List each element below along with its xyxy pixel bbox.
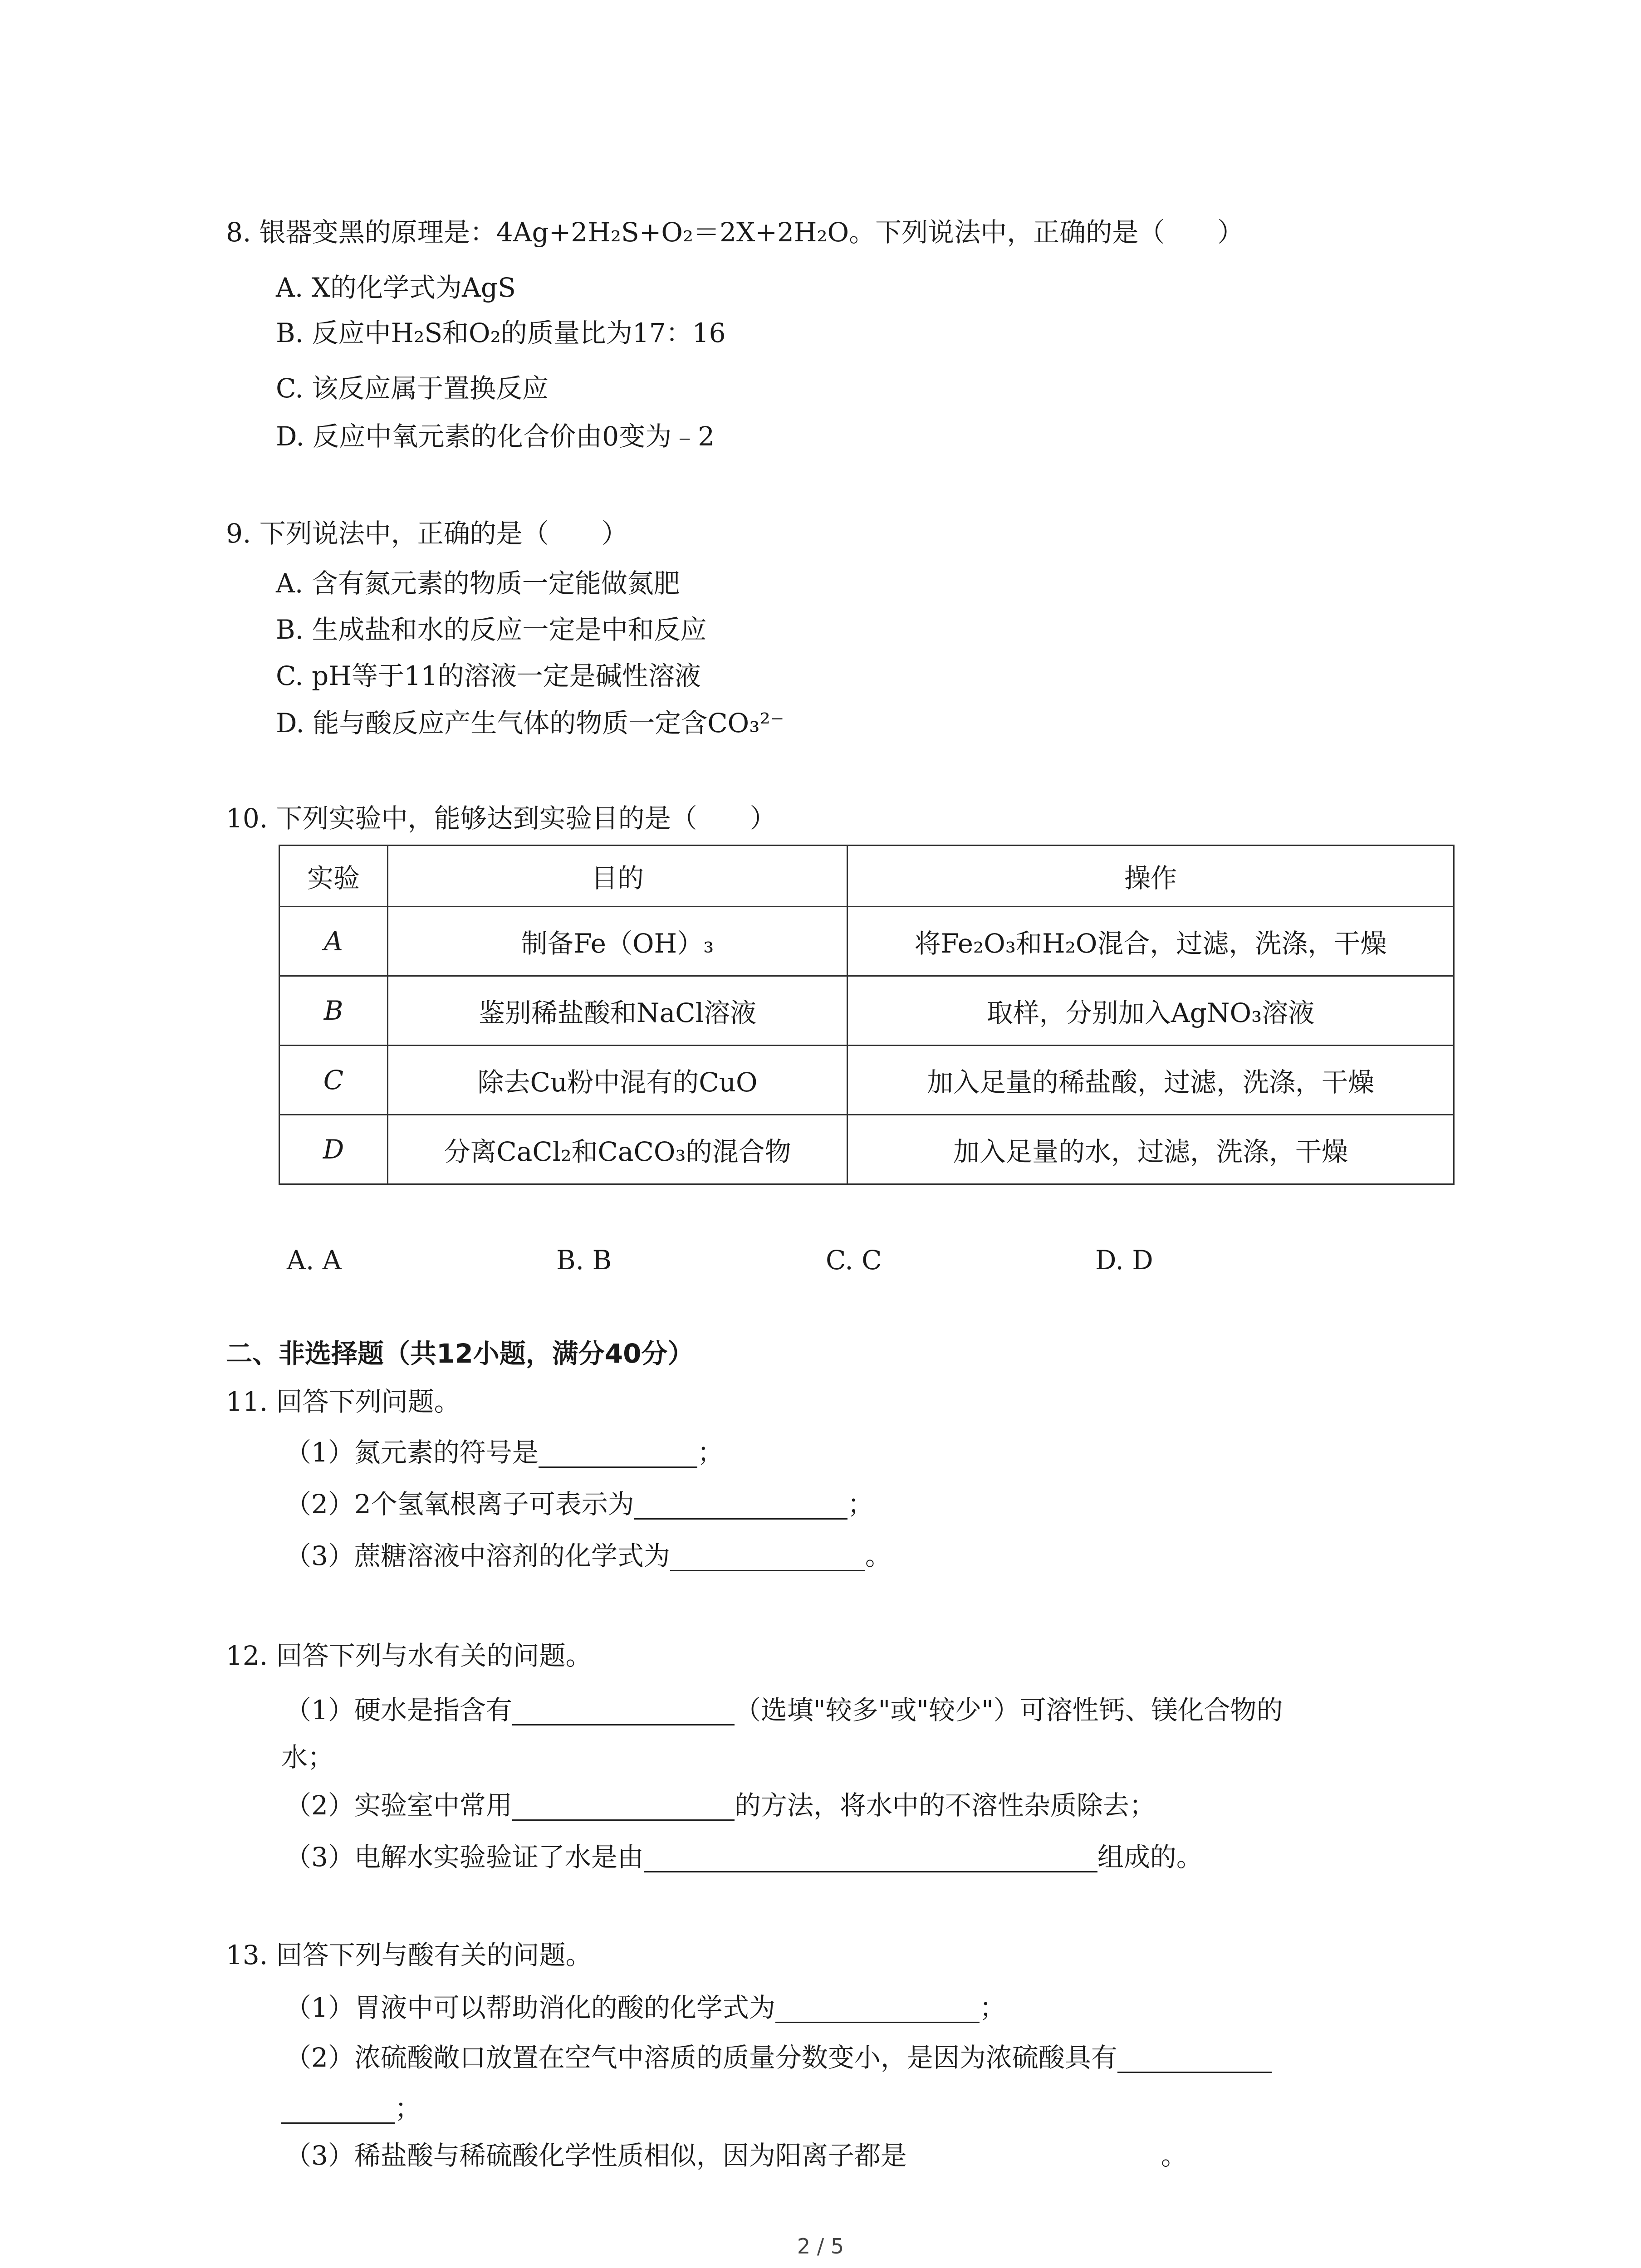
q13-part-1 <box>285 1991 1006 2024</box>
q11-part-1 <box>285 1436 724 1469</box>
q9-option-b: B. 生成盐和水的反应一定是中和反应 <box>276 614 707 645</box>
table-cell: 将Fe₂O₃和H₂O混合，过滤，洗涤，干燥 <box>847 907 1454 976</box>
q8-option-b: B. 反应中H₂S和O₂的质量比为17：16 <box>276 318 726 348</box>
q11-part-2-end: ； <box>847 1489 874 1520</box>
answer-blank[interactable] <box>634 1491 847 1520</box>
table-header-cell: 操作 <box>847 846 1454 907</box>
table-header-cell: 实验 <box>279 846 388 907</box>
q12-part-2-rest: 的方法，将水中的不溶性杂质除去； <box>734 1790 1156 1821</box>
page-number: 2 / 5 <box>797 2234 844 2258</box>
answer-blank[interactable] <box>539 1439 697 1468</box>
q9-stem: 9. 下列说法中，正确的是（ ） <box>226 518 628 549</box>
q9-option-c: C. pH等于11的溶液一定是碱性溶液 <box>276 660 701 691</box>
table-cell: 取样，分别加入AgNO₃溶液 <box>847 976 1454 1046</box>
q12-part-3 <box>285 1841 1203 1873</box>
q10-stem: 10. 下列实验中，能够达到实验目的是（ ） <box>226 803 776 834</box>
q12-part-1 <box>285 1694 1283 1726</box>
q11-part-2 <box>285 1488 874 1520</box>
q8-stem: 8. 银器变黑的原理是：4Ag+2H₂S+O₂＝2X+2H₂O。下列说法中，正确的是（ ） <box>226 217 1244 248</box>
table-row <box>279 1115 1454 1184</box>
q13-part-1-end: ； <box>979 1992 1006 2023</box>
answer-blank[interactable] <box>512 1792 735 1821</box>
q13-stem: 13. 回答下列与酸有关的问题。 <box>226 1940 592 1970</box>
q13-part-2-end: ； <box>395 2093 421 2124</box>
section-heading: 二、非选择题（共12小题，满分40分） <box>226 1338 694 1369</box>
q12-part-2 <box>285 1789 1156 1822</box>
q8-option-c: C. 该反应属于置换反应 <box>276 373 549 404</box>
q12-part-1-text: （1）硬水是指含有 <box>285 1695 512 1725</box>
table-cell: C <box>279 1046 388 1115</box>
table-cell: 制备Fe（OH）₃ <box>388 907 847 976</box>
table-cell: B <box>279 976 388 1046</box>
q12-part-2-text: （2）实验室中常用 <box>285 1790 512 1821</box>
answer-blank[interactable] <box>512 1697 735 1725</box>
q13-part-3 <box>285 2139 1187 2172</box>
table-row <box>279 976 1454 1046</box>
table-cell: D <box>279 1115 388 1184</box>
answer-blank[interactable] <box>670 1543 865 1571</box>
q10-option-a: A. A <box>287 1245 342 1276</box>
q11-stem: 11. 回答下列问题。 <box>226 1386 460 1417</box>
q11-part-1-end: ； <box>697 1437 724 1468</box>
q11-part-1-text: （1）氮元素的符号是 <box>285 1437 539 1468</box>
q12-part-3-rest: 组成的。 <box>1097 1842 1203 1872</box>
q11-part-2-text: （2）2个氢氧根离子可表示为 <box>285 1489 634 1520</box>
table-header-row <box>279 846 1454 907</box>
q8-option-a: A. X的化学式为AgS <box>276 272 516 303</box>
table-cell: A <box>279 907 388 976</box>
answer-blank[interactable] <box>1117 2044 1272 2073</box>
experiment-table <box>279 845 1455 1185</box>
q11-part-3-text: （3）蔗糖溶液中溶剂的化学式为 <box>285 1540 670 1571</box>
q13-part-2 <box>285 2041 1272 2074</box>
table-header-cell: 目的 <box>388 846 847 907</box>
q13-part-1-text: （1）胃液中可以帮助消化的酸的化学式为 <box>285 1992 775 2023</box>
q8-option-d: D. 反应中氧元素的化合价由0变为﹣2 <box>276 421 715 452</box>
table-row <box>279 907 1454 976</box>
q12-part-1-cont: 水； <box>281 1742 334 1773</box>
table-cell: 鉴别稀盐酸和NaCl溶液 <box>388 976 847 1046</box>
q11-part-3 <box>285 1540 892 1572</box>
q12-stem: 12. 回答下列与水有关的问题。 <box>226 1640 592 1671</box>
q9-option-d: D. 能与酸反应产生气体的物质一定含CO₃²⁻ <box>276 708 784 738</box>
table-cell: 加入足量的水，过滤，洗涤，干燥 <box>847 1115 1454 1184</box>
q13-part-2-cont <box>281 2092 421 2125</box>
table-cell: 除去Cu粉中混有的CuO <box>388 1046 847 1115</box>
table-cell: 加入足量的稀盐酸，过滤，洗涤，干燥 <box>847 1046 1454 1115</box>
q10-option-d: D. D <box>1095 1245 1153 1276</box>
q13-part-2-text: （2）浓硫酸敞口放置在空气中溶质的质量分数变小，是因为浓硫酸具有 <box>285 2042 1117 2073</box>
answer-blank[interactable] <box>281 2095 395 2124</box>
q12-part-1-rest: （选填"较多"或"较少"）可溶性钙、镁化合物的 <box>734 1695 1283 1725</box>
q13-part-3-text: （3）稀盐酸与稀硫酸化学性质相似，因为阳离子都是 <box>285 2140 907 2171</box>
q10-option-b: B. B <box>556 1245 612 1276</box>
answer-blank[interactable] <box>775 1994 980 2023</box>
table-cell: 分离CaCl₂和CaCO₃的混合物 <box>388 1115 847 1184</box>
table-row <box>279 1046 1454 1115</box>
q11-part-3-end: 。 <box>865 1540 892 1571</box>
q12-part-3-text: （3）电解水实验验证了水是由 <box>285 1842 644 1872</box>
q13-part-3-end: 。 <box>1161 2140 1187 2171</box>
q10-option-c: C. C <box>826 1245 882 1276</box>
answer-blank[interactable] <box>644 1844 1097 1872</box>
q9-option-a: A. 含有氮元素的物质一定能做氮肥 <box>276 568 680 599</box>
